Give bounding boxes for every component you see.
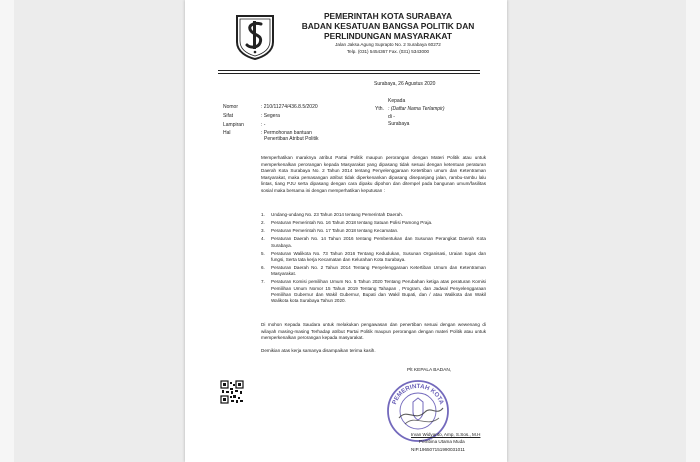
list-item-number: 3. — [261, 228, 265, 234]
list-item — [261, 265, 486, 278]
left-frame-edge — [0, 0, 14, 462]
list-item — [261, 212, 486, 218]
thanks-paragraph: Demikian atas kerja samanya disampaikan terima kasih. — [261, 348, 376, 353]
letterhead-line-2: BADAN KESATUAN BANGSA POLITIK DAN — [301, 21, 475, 31]
list-item-number: 7. — [261, 279, 265, 285]
list-item — [261, 228, 486, 234]
letterhead-rule — [218, 70, 480, 71]
right-frame-edge — [686, 0, 700, 462]
recipient-kepada: Kepada — [388, 98, 406, 104]
list-item-text: Undang-undang No. 23 Tahun 2014 tentang Pemerintah Daerah. — [271, 212, 403, 217]
list-item-text: Peraturan Daerah No. 14 Tahun 2016 tentang Pembentukan dan Susunan Perangkat Daerah Kota Surabaya. — [271, 236, 486, 248]
request-paragraph: Di mohon Kepada Saudara untuk melakukan pengawasan dan penertiban sesuai dengan wewenang di wilayah masing-masing Terhadap atribut Partai Politik maupun perorangan dengan materi Politik atau untuk memperkenalkan perorangan kepada masyarakat. — [261, 322, 486, 340]
intro-paragraph: Memperhatikan maraknya atribut Partai Politik maupun perorangan dengan Materi Politik atau untuk memperkenalkan perorangan kepada Masyarakat yang dipasang tidak sesuai dengan ketentuan peraturan Daerah Kota Surabaya No. 2 Tahun 2014 tentang Penyelenggaraan Ketertiban umum dan Ketentraman Masyarakat, maka pemasangan atribut tidak diperkenankan dipasang disepanjang jalan, rambu-rambu lalu lintas, tiang PJU serta dipasang dengan cara dipaku dipohon dan ditempel pada bangunan umum/fasilitas sosial maka bersama ini dengan memperhatikan keputusan : — [261, 155, 486, 193]
meta-value-hal: : Permohonan bantuan — [261, 130, 312, 136]
letterhead-line-1: PEMERINTAH KOTA SURABAYA — [323, 11, 453, 21]
meta-label-nomor: Nomor — [223, 104, 239, 110]
list-item — [261, 220, 486, 226]
meta-value-lampiran: : - — [261, 122, 266, 128]
list-item-number: 1. — [261, 212, 265, 217]
list-item-number: 6. — [261, 265, 265, 271]
meta-label-hal: Hal — [223, 130, 231, 136]
signer-rank: Pembina Utama Muda — [419, 439, 465, 444]
letterhead-phone: Telp. (031) 5454367 Fax. (031) 5343000 — [346, 49, 430, 55]
regulation-list — [261, 212, 486, 306]
stamp-text: PEMERINTAH KOTA — [391, 382, 445, 406]
place-date: Surabaya, 26 Agustus 2020 — [374, 81, 436, 87]
list-item-text: Peraturan Walikota No. 73 Tahun 2016 Tentang Kedudukan, Susunan Organisasi, Uraian tugas dan fungsi, Serta tata kerja Kecamatan dan Kelurahan Kota Surabaya. — [271, 250, 486, 262]
closing-title: Plt KEPALA BADAN, — [407, 368, 452, 373]
list-item-text: Peraturan Pemerintah No. 16 Tahun 2018 tentang Satuan Polisi Pamong Praja. — [271, 220, 433, 226]
letter-page — [185, 0, 507, 462]
letterhead — [185, 0, 507, 76]
recipient-di: di - — [388, 114, 395, 120]
recipient-yth-value: : (Daftar Nama Terlampir) — [388, 106, 445, 112]
letterhead-address: Jalan Jaksa Agung Suprapto No. 2 Surabaya 60272 — [335, 42, 441, 47]
list-item — [261, 236, 486, 249]
surabaya-emblem-icon — [233, 12, 277, 60]
list-item-number: 4. — [261, 236, 265, 242]
meta-label-sifat: Sifat — [223, 113, 234, 119]
recipient-city: Surabaya — [388, 121, 410, 127]
letterhead-line-3: PERLINDUNGAN MASYARAKAT — [324, 31, 452, 41]
meta-value-sifat: : Segera — [261, 113, 280, 119]
list-item — [261, 279, 486, 304]
signer-nip: NIP.196507151990031011 — [411, 447, 465, 452]
recipient-yth-label: Yth. — [375, 106, 384, 112]
list-item-text: Peraturan Daerah No. 2 Tahun 2014 Tentang Penyelenggaraan Ketertiban Umum dan Ketentraman Masyarakat. — [271, 265, 486, 277]
svg-text:PEMERINTAH KOTA — [391, 383, 445, 406]
letterhead-rule-thin — [218, 73, 480, 74]
list-item — [261, 251, 486, 264]
signer-name: Irvan Widyanto, Amp, S.Sos., M.H — [411, 432, 481, 437]
list-item-number: 2. — [261, 220, 265, 226]
list-item-text: Peraturan Pemerintah No. 17 Tahun 2018 tentang Kecamatan. — [271, 228, 399, 234]
list-item-number: 5. — [261, 250, 265, 256]
meta-value-nomor: : 210/11274/436.8.5/2020 — [261, 104, 318, 110]
meta-value-hal-line-2: Penertiban Atribut Politik — [264, 136, 319, 142]
list-item-text: Peraturan Komisi pemilihan Umum No. 5 Tahun 2020 Tentang Perubahan ketiga atas peraturan Komisi Pemilihan Umum Nomor 15 Tahun 2019 Tentang Tahapan , Program, dan Jadwal Penyelenggaraan Pemilihan Gubernur dan Wakil Gubernur, Bupati dan Wakil Bupati, dan / atau Walikota dan Wakil Walikota kota Surabaya Tahun 2020. — [271, 279, 486, 304]
qr-code-icon — [220, 380, 244, 404]
meta-label-lampiran: Lampiran — [223, 122, 244, 128]
